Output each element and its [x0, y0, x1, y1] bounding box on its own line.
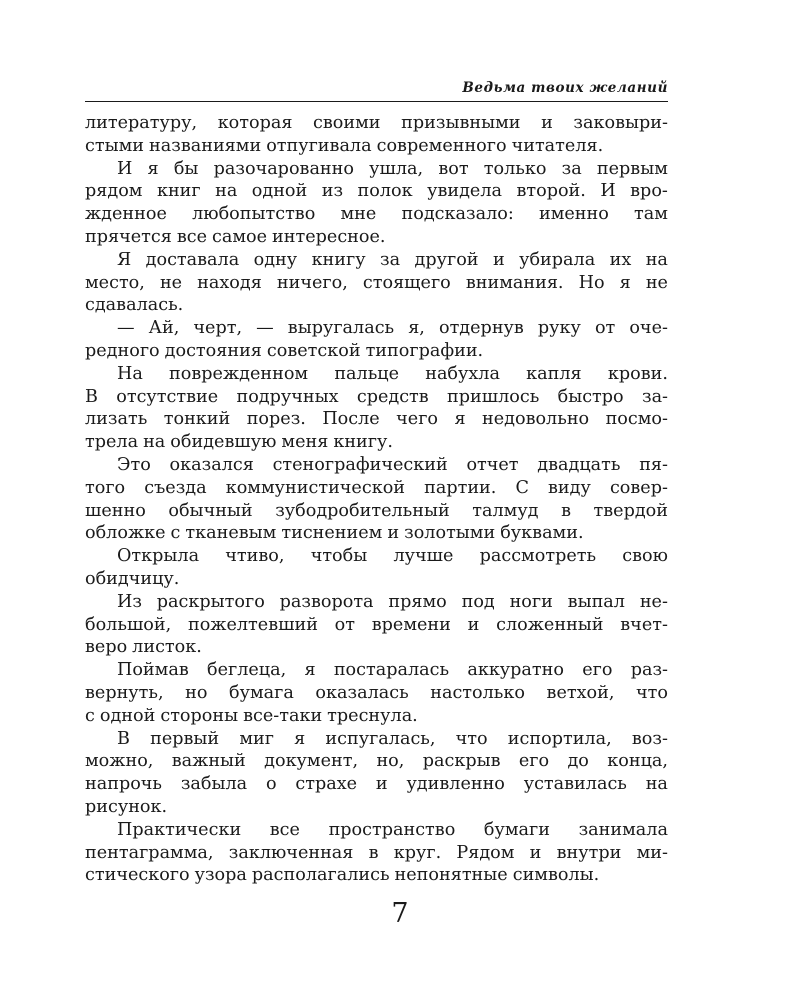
- word: —: [256, 318, 274, 339]
- word: выругалась: [287, 318, 395, 339]
- text-line: [85, 682, 668, 705]
- word: вернуть,: [85, 682, 164, 703]
- word: крови.: [607, 363, 668, 384]
- text-line: [85, 796, 668, 819]
- body-text: [85, 112, 668, 887]
- word: обложке: [85, 523, 166, 544]
- word: обычный: [168, 500, 253, 521]
- word: не-: [639, 591, 668, 612]
- word: бумаги: [483, 819, 550, 840]
- word: под: [461, 591, 495, 612]
- word: И: [117, 158, 133, 179]
- word: в: [561, 500, 571, 521]
- text-line: [85, 180, 668, 203]
- word: шенно: [85, 500, 146, 521]
- text-line: [85, 454, 668, 477]
- word: на: [645, 774, 668, 795]
- word: за: [561, 158, 582, 179]
- word: я,: [408, 318, 425, 339]
- word: одной: [251, 181, 308, 202]
- word: оче-: [629, 318, 668, 339]
- text-line: [85, 819, 668, 842]
- text-line: [85, 249, 668, 272]
- word: сложенный: [496, 614, 604, 635]
- word: там: [634, 204, 668, 225]
- word: ноги: [509, 591, 553, 612]
- word: Это: [117, 454, 151, 475]
- word: и: [387, 523, 400, 544]
- text-line: [85, 750, 668, 773]
- word: место,: [85, 272, 145, 293]
- word: меня: [281, 432, 329, 453]
- word: которая: [217, 113, 293, 133]
- word: ничего,: [276, 272, 348, 293]
- word: поврежденном: [169, 363, 309, 384]
- word: Из: [117, 591, 142, 612]
- word: первый: [150, 728, 220, 749]
- word: и: [541, 113, 553, 133]
- word: С: [515, 477, 529, 498]
- word: редного: [85, 340, 160, 361]
- word: из: [321, 181, 344, 202]
- word: от: [594, 318, 616, 339]
- word: буквами.: [500, 523, 584, 544]
- word: набухла: [425, 363, 500, 384]
- word: пентаграмма,: [85, 842, 214, 863]
- word: мне: [340, 204, 377, 225]
- text-line: [85, 112, 668, 135]
- word: за-: [641, 386, 668, 407]
- word: одной: [99, 705, 156, 726]
- word: В: [85, 386, 98, 407]
- word: уставилась: [523, 774, 627, 795]
- word: о: [266, 774, 277, 795]
- word: Открыла: [117, 546, 200, 567]
- word: литературу,: [85, 113, 198, 133]
- word: тонкий: [163, 409, 231, 430]
- word: ушла,: [369, 158, 424, 179]
- word: круг.: [393, 842, 442, 863]
- text-line: [85, 545, 668, 568]
- word: не: [159, 272, 183, 293]
- word: стического: [85, 865, 190, 886]
- word: книгу.: [333, 432, 393, 453]
- word: именно: [538, 204, 609, 225]
- text-line: [85, 728, 668, 751]
- word: стенографический: [272, 454, 448, 475]
- word: вро-: [630, 181, 668, 202]
- word: обидевшую: [170, 432, 277, 453]
- word: ми-: [636, 842, 668, 863]
- text-line: [85, 500, 668, 523]
- word: важный: [171, 751, 246, 772]
- word: конца,: [607, 751, 668, 772]
- word: сдавалась.: [85, 295, 184, 316]
- word: книгу: [311, 249, 366, 270]
- text-line: [85, 158, 668, 181]
- word: напрочь: [85, 774, 163, 795]
- word: на: [143, 432, 166, 453]
- word: стороны: [160, 705, 239, 726]
- word: находя: [197, 272, 262, 293]
- word: —: [117, 318, 135, 339]
- word: раскрытого: [156, 591, 265, 612]
- word: другой: [414, 249, 479, 270]
- word: разворота: [279, 591, 374, 612]
- word: бумага: [229, 682, 294, 703]
- word: не: [645, 272, 668, 293]
- text-line: [85, 568, 668, 591]
- word: от: [334, 614, 355, 635]
- word: вот: [438, 158, 469, 179]
- word: воз-: [631, 728, 668, 749]
- word: прямо: [388, 591, 447, 612]
- text-line: [85, 842, 668, 865]
- word: пя-: [639, 454, 668, 475]
- word: трела: [85, 432, 139, 453]
- word: отчет: [466, 454, 519, 475]
- word: за: [380, 249, 401, 270]
- word: призывными: [401, 113, 521, 133]
- header-rule: [85, 101, 668, 102]
- word: документ,: [264, 751, 359, 772]
- word: тканевым: [185, 523, 277, 544]
- word: я: [304, 660, 316, 681]
- word: недовольно: [482, 409, 590, 430]
- word: оказался: [169, 454, 254, 475]
- word: пальце: [334, 363, 400, 384]
- word: отдернув: [438, 318, 524, 339]
- text-line: [85, 864, 668, 887]
- word: чтиво,: [225, 546, 285, 567]
- word: коммунистической: [225, 477, 406, 498]
- text-line: [85, 431, 668, 454]
- word: заковыри-: [573, 113, 668, 133]
- word: жденное: [85, 204, 167, 225]
- word: времени: [371, 614, 451, 635]
- word: до: [567, 751, 589, 772]
- word: талмуд: [472, 500, 539, 521]
- word: их: [609, 249, 632, 270]
- word: отсутствие: [116, 386, 219, 407]
- word: золотыми: [404, 523, 496, 544]
- word: оказалась: [315, 682, 409, 703]
- word: узора: [194, 865, 247, 886]
- word: бы: [173, 158, 199, 179]
- word: но: [185, 682, 208, 703]
- word: его: [518, 751, 550, 772]
- word: рассмотреть: [479, 546, 597, 567]
- word: подсказало:: [401, 204, 514, 225]
- word: чего: [396, 409, 439, 430]
- word: пожелтевший: [187, 614, 318, 635]
- word: капля: [526, 363, 582, 384]
- word: прячется: [85, 226, 172, 247]
- word: можно,: [85, 751, 154, 772]
- word: только: [483, 158, 547, 179]
- word: свою: [622, 546, 668, 567]
- word: увидела: [427, 181, 502, 202]
- word: любопытство: [192, 204, 316, 225]
- word: вчет-: [620, 614, 668, 635]
- word: непонятные: [394, 865, 508, 886]
- word: треснула.: [327, 705, 418, 726]
- word: порез.: [246, 409, 306, 430]
- word: черт,: [193, 318, 243, 339]
- page-number: 7: [391, 898, 409, 929]
- word: внимания.: [465, 272, 564, 293]
- text-line: [85, 294, 668, 317]
- word: внутри: [556, 842, 622, 863]
- word: рисунок.: [85, 796, 168, 817]
- text-line: [85, 135, 668, 158]
- text-line: [85, 522, 668, 545]
- word: испортила,: [507, 728, 612, 749]
- word: подручных: [236, 386, 339, 407]
- text-line: [85, 773, 668, 796]
- word: беглеца,: [207, 660, 287, 681]
- word: я: [454, 409, 466, 430]
- word: типографии.: [365, 340, 484, 361]
- word: выпал: [567, 591, 625, 612]
- word: стоящего: [362, 272, 451, 293]
- text-line: [85, 408, 668, 431]
- word: Я: [117, 249, 132, 270]
- word: посмо-: [605, 409, 668, 430]
- word: но,: [376, 751, 405, 772]
- word: его: [582, 660, 613, 681]
- word: Но: [578, 272, 605, 293]
- word: с: [85, 705, 95, 726]
- word: интересное.: [272, 226, 386, 247]
- word: советской: [266, 340, 361, 361]
- word: раскрыв: [422, 751, 501, 772]
- word: в: [368, 842, 379, 863]
- word: удивленно: [406, 774, 505, 795]
- word: одну: [253, 249, 298, 270]
- word: руку: [537, 318, 581, 339]
- word: настолько: [430, 682, 525, 703]
- word: большой,: [85, 614, 172, 635]
- word: рядом: [85, 181, 143, 202]
- word: первым: [596, 158, 668, 179]
- word: обидчицу.: [85, 568, 180, 589]
- word: что: [455, 728, 488, 749]
- word: доставала: [145, 249, 240, 270]
- word: стыми: [85, 135, 145, 156]
- text-line: [85, 272, 668, 295]
- word: Поймав: [117, 660, 189, 681]
- word: веро: [85, 637, 128, 658]
- word: быстро: [557, 386, 624, 407]
- word: ветхой,: [546, 682, 615, 703]
- text-line: [85, 386, 668, 409]
- word: достояния: [164, 340, 262, 361]
- running-title: Ведьма твоих желаний: [462, 80, 668, 96]
- word: отпугивала: [266, 135, 372, 156]
- word: с: [170, 523, 181, 544]
- word: все: [176, 226, 207, 247]
- text-line: [85, 363, 668, 386]
- word: книг: [156, 181, 201, 202]
- word: листок.: [132, 637, 202, 658]
- word: читателя.: [511, 135, 604, 156]
- word: символы.: [512, 865, 600, 886]
- word: и: [375, 774, 388, 795]
- text-line: [85, 636, 668, 659]
- word: что: [636, 682, 668, 703]
- word: на: [215, 181, 238, 202]
- word: съезда: [144, 477, 207, 498]
- word: своими: [313, 113, 381, 133]
- word: страхе: [295, 774, 358, 795]
- text-line: [85, 340, 668, 363]
- word: Ай,: [148, 318, 180, 339]
- word: пространство: [328, 819, 456, 840]
- word: я: [619, 272, 631, 293]
- word: и: [467, 614, 480, 635]
- word: забыла: [180, 774, 248, 795]
- text-line: [85, 477, 668, 500]
- word: И: [600, 181, 616, 202]
- word: В: [117, 728, 130, 749]
- word: все: [269, 819, 300, 840]
- word: испугалась,: [325, 728, 436, 749]
- word: совер-: [609, 477, 668, 498]
- word: все-таки: [243, 705, 323, 726]
- word: виду: [548, 477, 591, 498]
- word: миг: [239, 728, 274, 749]
- word: названиями: [149, 135, 262, 156]
- word: После: [322, 409, 380, 430]
- word: чтобы: [310, 546, 368, 567]
- word: аккуратно: [467, 660, 564, 681]
- word: Рядом: [456, 842, 515, 863]
- word: полок: [357, 181, 413, 202]
- word: раз-: [630, 660, 668, 681]
- word: зубодробительный: [275, 500, 450, 521]
- word: я: [294, 728, 306, 749]
- text-line: [85, 659, 668, 682]
- word: на: [645, 249, 668, 270]
- word: разочарованно: [213, 158, 354, 179]
- text-line: [85, 317, 668, 340]
- text-line: [85, 705, 668, 728]
- text-line: [85, 614, 668, 637]
- word: и: [529, 842, 542, 863]
- word: второй.: [516, 181, 586, 202]
- word: двадцать: [537, 454, 621, 475]
- word: и: [492, 249, 505, 270]
- word: партии.: [424, 477, 497, 498]
- text-line: [85, 226, 668, 249]
- word: На: [117, 363, 143, 384]
- word: твердой: [593, 500, 668, 521]
- word: убирала: [519, 249, 596, 270]
- word: постаралась: [333, 660, 450, 681]
- word: современного: [376, 135, 507, 156]
- word: Практически: [117, 819, 242, 840]
- word: располагались: [251, 865, 390, 886]
- word: средств: [356, 386, 429, 407]
- text-line: [85, 203, 668, 226]
- word: я: [147, 158, 159, 179]
- word: заключенная: [228, 842, 354, 863]
- word: лучше: [393, 546, 454, 567]
- word: тиснением: [281, 523, 383, 544]
- text-line: [85, 591, 668, 614]
- word: самое: [212, 226, 268, 247]
- word: лизать: [85, 409, 148, 430]
- word: того: [85, 477, 126, 498]
- word: пришлось: [447, 386, 540, 407]
- word: занимала: [578, 819, 668, 840]
